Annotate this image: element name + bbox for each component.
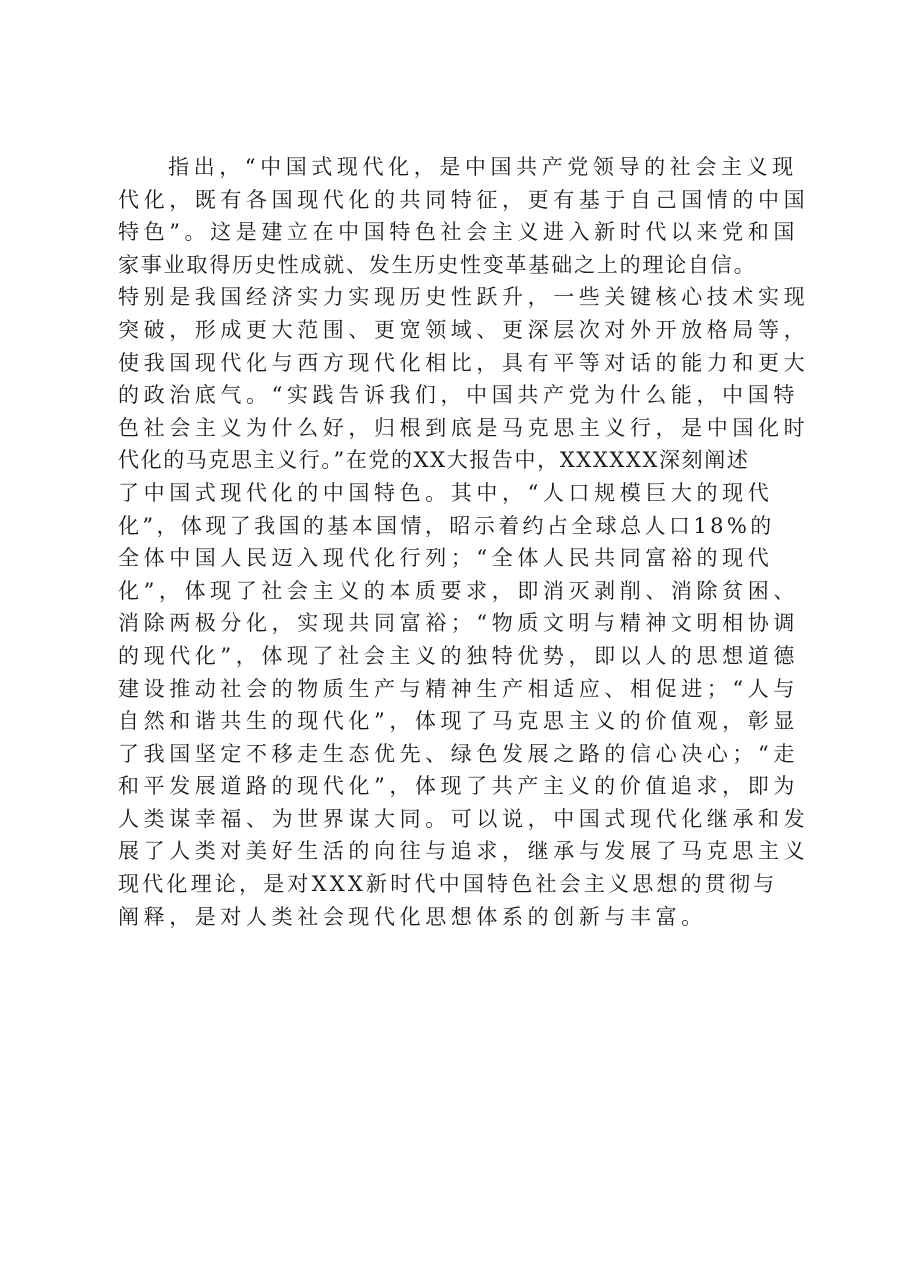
paragraph-line: 的现代化”，体现了社会主义的独特优势，即以人的思想道德: [118, 643, 799, 668]
paragraph-line: 家事业取得历史性成就、发生历史性变革基础之上的理论自信。: [118, 252, 757, 277]
paragraph-line: 人类谋幸福、为世界谋大同。可以说，中国式现代化继承和发: [118, 806, 810, 831]
paragraph-line: 现代化理论，是对XXX新时代中国特色社会主义思想的贯彻与: [118, 872, 778, 897]
paragraph-line: 化”，体现了我国的基本国情，昭示着约占全球总人口18%的: [118, 513, 775, 538]
paragraph-line: 使我国现代化与西方现代化相比，具有平等对话的能力和更大: [118, 350, 810, 375]
paragraph-line: 建设推动社会的物质生产与精神生产相适应、相促进；“人与: [118, 676, 799, 701]
paragraph-line: 特别是我国经济实力实现历史性跃升，一些关键核心技术实现: [118, 285, 810, 310]
paragraph-line: 化”，体现了社会主义的本质要求，即消灭剥削、消除贫困、: [118, 578, 799, 603]
paragraph-line: 突破，形成更大范围、更宽领域、更深层次对外开放格局等，: [118, 317, 810, 342]
body-paragraph: [118, 151, 808, 933]
paragraph-line: 代化的马克思主义行。”在党的XX大报告中，XXXXXX深刻阐述: [118, 448, 750, 473]
paragraph-line: 指出，“中国式现代化，是中国共产党领导的社会主义现: [168, 155, 798, 179]
paragraph-line: 色社会主义为什么好，归根到底是马克思主义行，是中国化时: [118, 415, 810, 440]
paragraph-line: 全体中国人民迈入现代化行列；“全体人民共同富裕的现代: [118, 546, 774, 571]
paragraph-line: 自然和谐共生的现代化”，体现了马克思主义的价值观，彰显: [118, 709, 799, 734]
paragraph-line: 和平发展道路的现代化”，体现了共产主义的价值追求，即为: [118, 774, 799, 799]
paragraph-line: 了我国坚定不移走生态优先、绿色发展之路的信心决心；“走: [118, 741, 799, 766]
paragraph-line: 特色”。这是建立在中国特色社会主义进入新时代以来党和国: [118, 220, 799, 245]
paragraph-line: 消除两极分化，实现共同富裕；“物质文明与精神文明相协调: [118, 611, 799, 636]
paragraph-line: 阐释，是对人类社会现代化思想体系的创新与丰富。: [118, 904, 707, 929]
paragraph-line: 展了人类对美好生活的向往与追求，继承与发展了马克思主义: [118, 839, 810, 864]
paragraph-line: 的政治底气。“实践告诉我们，中国共产党为什么能，中国特: [118, 383, 799, 408]
paragraph-line: 了中国式现代化的中国特色。其中，“人口规模巨大的现代: [118, 480, 774, 505]
paragraph-line: 代化，既有各国现代化的共同特征，更有基于自己国情的中国: [118, 187, 810, 212]
